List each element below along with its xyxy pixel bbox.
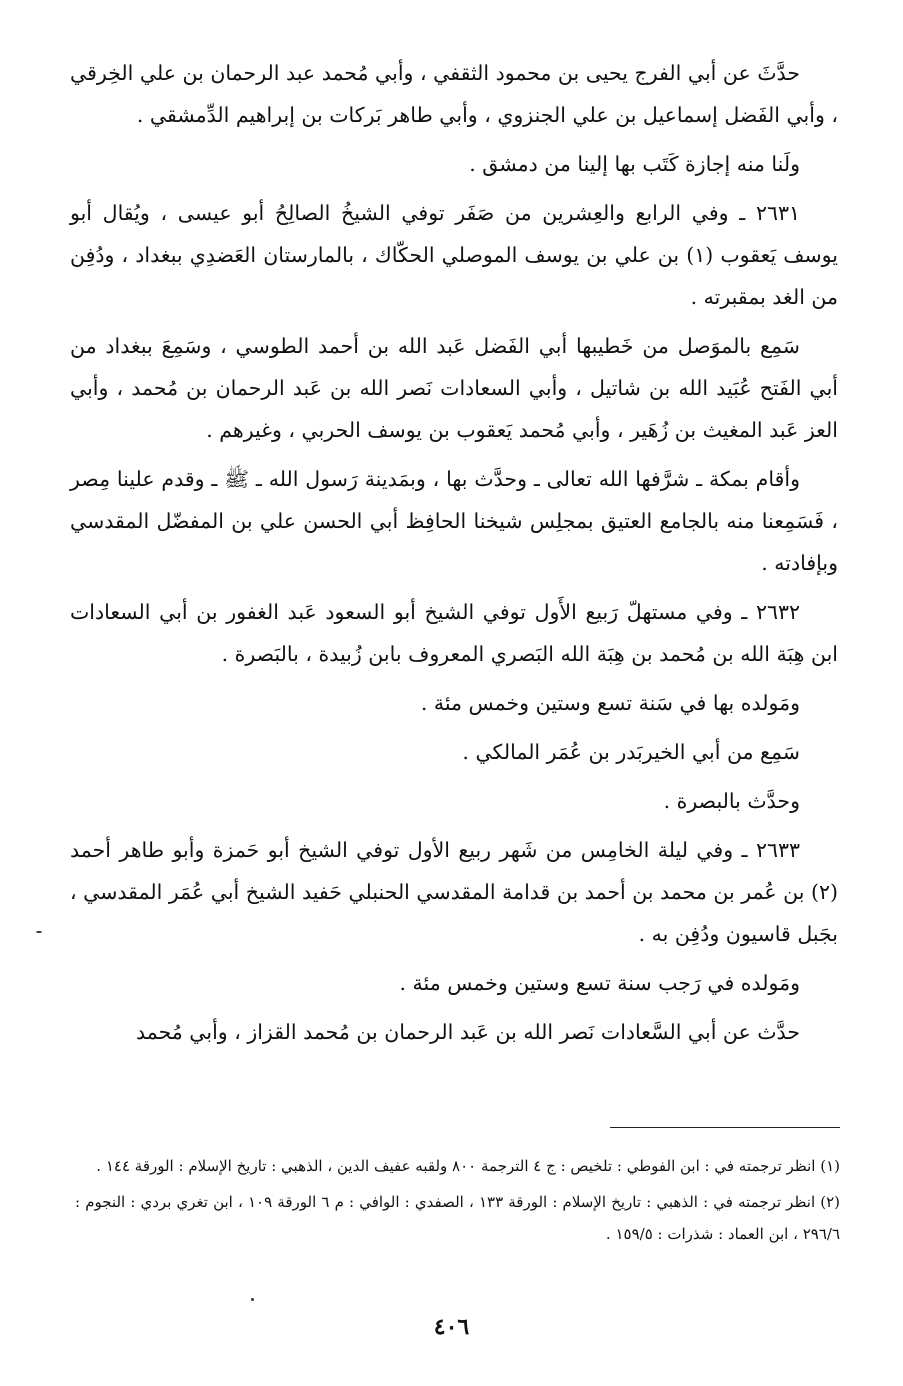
scan-speck [251,1298,254,1301]
paragraph-2: ولَنا منه إجازة كَتَب بها إلينا من دمشق . [469,152,800,176]
paragraph-7: ومَولده بها في سَنة تسع وستين وخمس مئة . [420,691,800,715]
paragraph-4: سَمِع بالموَصل من خَطيبها أبي الفَضل عَبد الله بن أحمد الطوسي ، وسَمِعَ ببغداد من أبي الفَتح عُبَيد الله بن شاتيل ، وأبي السعادات نَصر الله بن عَبد الرحمان بن مُحمد ، وأبي العز عَبد المغيث بن زُهَير ، وأبي مُحمد يَعقوب بن يوسف الحربي ، وغيرهم . [70,334,838,442]
paragraph-1: حدَّثَ عن أبي الفرج يحيى بن محمود الثقفي ، وأبي مُحمد عبد الرحمان بن علي الخِرقي ، وأبي الفَضل إسماعيل بن علي الجنزوي ، وأبي طاهر بَركات بن إبراهيم الدِّمشقي . [70,61,838,127]
footnote-1: (١) انظر ترجمته في : ابن الفوطي : تلخيص : ج ٤ الترجمة ٨٠٠ ولقبه عفيف الدين ، الذهبي : تاريخ الإسلام : الورقة ١٤٤ . [96,1157,840,1175]
paragraph-9: وحدَّث بالبصرة . [663,789,800,813]
paragraph-5: وأقام بمكة ـ شرَّفها الله تعالى ـ وحدَّث بها ، وبمَدينة رَسول الله ـ ﷺ ـ وقدم علينا مِصر ، فَسَمِعنا منه بالجامع العتيق بمجلِس شيخنا الحافِظ أبي الحسن علي بن المفضّل المقدسي وبإفادته . [70,467,838,575]
footnote-2: (٢) انظر ترجمته في : الذهبي : تاريخ الإسلام : الورقة ١٣٣ ، الصفدي : الوافي : م ٦ الورقة ١٠٩ ، ابن تغري بردي : النجوم : ٢٩٦/٦ ، ابن العماد : شذرات : ١٥٩/٥ . [75,1193,841,1243]
page-number: ٤٠٦ [433,1314,470,1340]
main-text [70,56,838,1060]
paragraph-11: ومَولده في رَجب سنة تسع وستين وخمس مئة . [399,971,800,995]
scan-speck [36,931,42,933]
footnote-divider [610,1127,840,1128]
footnotes [75,1150,840,1254]
entry-2633: ٢٦٣٣ ـ وفي ليلة الخامِس من شَهر ربيع الأول توفي الشيخ أبو حَمزة وأبو طاهر أحمد (٢) بن عُمر بن محمد بن أحمد بن قدامة المقدسي الحنبلي حَفيد الشيخ أبي عُمَر المقدسي ، بجَبل قاسيون ودُفِن به . [70,838,838,946]
paragraph-12: حدَّث عن أبي السَّعادات نَصر الله بن عَبد الرحمان بن مُحمد القزاز ، وأبي مُحمد [135,1020,800,1044]
entry-2632: ٢٦٣٢ ـ وفي مستهلّ رَبيع الأَول توفي الشيخ أبو السعود عَبد الغفور بن أبي السعادات ابن هِبَة الله بن مُحمد بن هِبَة الله البَصري المعروف بابن زُبيدة ، بالبَصرة . [70,600,838,666]
paragraph-8: سَمِع من أبي الخيربَدر بن عُمَر المالكي . [462,740,800,764]
entry-2631: ٢٦٣١ ـ وفي الرابع والعِشرين من صَفَر توفي الشيخُ الصالِحُ أبو عيسى ، ويُقال أبو يوسف يَعقوب (١) بن علي بن يوسف الموصلي الحكّاك ، بالمارستان العَضدِي ببغداد ، ودُفِن من الغد بمقبرته . [70,201,838,309]
